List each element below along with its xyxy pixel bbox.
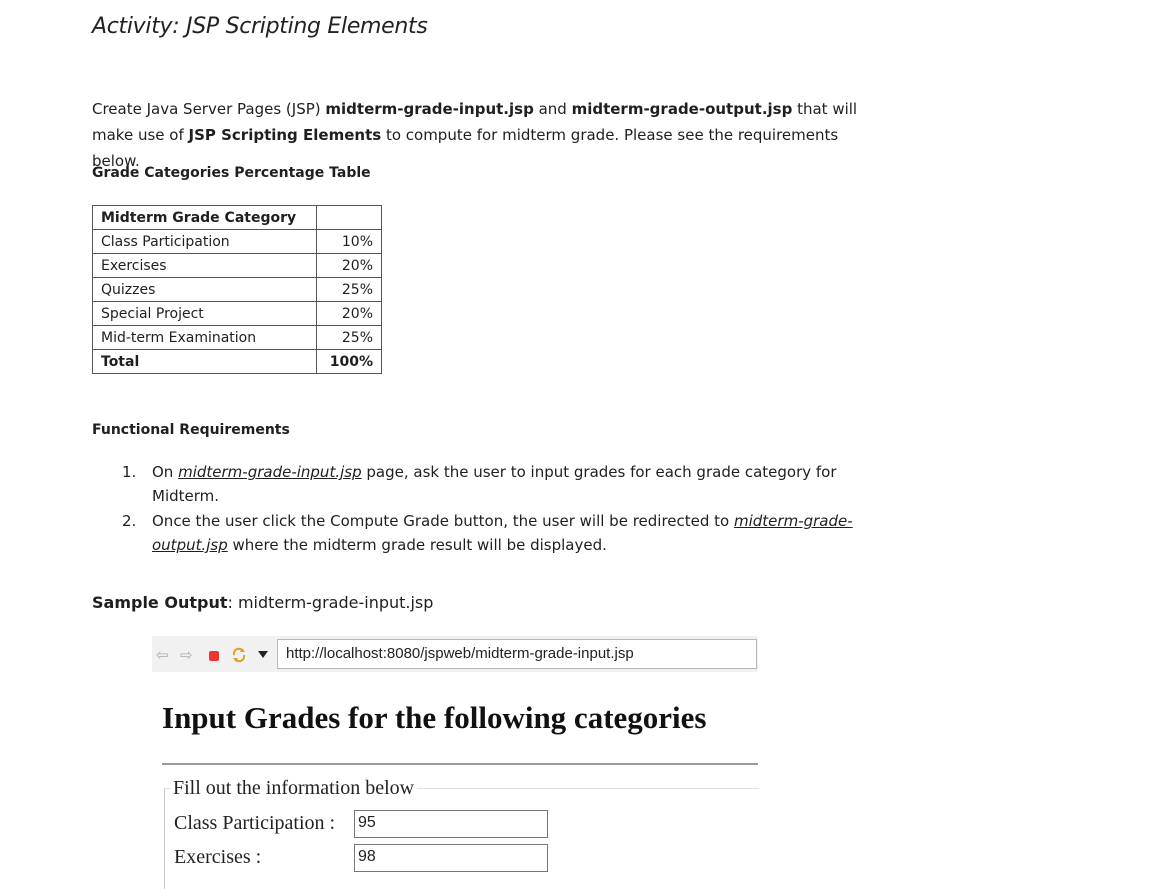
sample-output-caption (92, 593, 433, 612)
intro-text: to compute for midterm grade. Please see the requirements below. (92, 126, 839, 170)
sample-colon: : (227, 593, 238, 612)
refresh-icon[interactable] (231, 647, 247, 663)
dropdown-icon[interactable] (258, 651, 268, 658)
form-fieldset (164, 788, 759, 889)
list-number: 1. (122, 463, 137, 481)
exercises-label: Exercises : (174, 846, 262, 868)
functional-requirements-heading: Functional Requirements (92, 422, 290, 438)
requirements-list (92, 460, 872, 558)
total-percent-cell: 100% (317, 350, 382, 374)
input-page-link[interactable]: midterm-grade-input.jsp (178, 463, 362, 481)
total-label-cell: Total (93, 350, 317, 374)
table-heading: Grade Categories Percentage Table (92, 165, 371, 181)
document-title: Activity: JSP Scripting Elements (92, 14, 428, 39)
percent-cell: 25% (317, 278, 382, 302)
exercises-input[interactable]: 98 (354, 844, 548, 872)
intro-text: that will make use of (92, 100, 858, 144)
table-total-row (93, 350, 382, 374)
input-file-name: midterm-grade-input.jsp (325, 100, 534, 118)
category-cell: Exercises (93, 254, 317, 278)
list-item (92, 460, 872, 508)
requirement-text: On (152, 463, 179, 481)
back-arrow-icon[interactable]: ⇦ (156, 646, 169, 664)
intro-paragraph (92, 96, 872, 174)
table-row (93, 278, 382, 302)
table-row (93, 326, 382, 350)
sample-output-label: Sample Output (92, 593, 228, 612)
form-page-heading: Input Grades for the following categories (162, 700, 707, 735)
percent-cell: 20% (317, 302, 382, 326)
list-number: 2. (122, 512, 137, 530)
table-header-row (93, 206, 382, 230)
requirement-text: Once the user click the Compute Grade button, the user will be redirected to (152, 512, 734, 530)
intro-text: Create Java Server Pages (JSP) (92, 100, 326, 118)
percent-cell: 25% (317, 326, 382, 350)
scripting-term: JSP Scripting Elements (188, 126, 382, 144)
category-cell: Special Project (93, 302, 317, 326)
category-cell: Class Participation (93, 230, 317, 254)
output-file-name: midterm-grade-output.jsp (571, 100, 793, 118)
address-bar[interactable]: http://localhost:8080/jspweb/midterm-grade-input.jsp (277, 639, 757, 669)
table-row (93, 254, 382, 278)
sample-file-name: midterm-grade-input.jsp (237, 593, 434, 612)
percent-cell: 20% (317, 254, 382, 278)
table-row (93, 302, 382, 326)
forward-arrow-icon[interactable]: ⇨ (180, 646, 193, 664)
category-cell: Quizzes (93, 278, 317, 302)
requirement-text: where the midterm grade result will be displayed. (227, 536, 607, 554)
requirement-text: page, ask the user to input grades for each grade category for Midterm. (152, 463, 837, 505)
header-cell-percent (317, 206, 382, 230)
horizontal-rule (162, 763, 758, 765)
stop-icon[interactable] (209, 651, 219, 661)
header-cell-category: Midterm Grade Category (93, 206, 317, 230)
grade-categories-table (92, 205, 382, 374)
class-participation-label: Class Participation : (174, 812, 336, 834)
category-cell: Mid-term Examination (93, 326, 317, 350)
class-participation-input[interactable]: 95 (354, 810, 548, 838)
list-item (92, 509, 872, 557)
fieldset-legend: Fill out the information below (170, 777, 417, 800)
output-page-link[interactable]: midterm-grade-output.jsp (152, 512, 853, 554)
table-row (93, 230, 382, 254)
intro-text: and (533, 100, 572, 118)
percent-cell: 10% (317, 230, 382, 254)
